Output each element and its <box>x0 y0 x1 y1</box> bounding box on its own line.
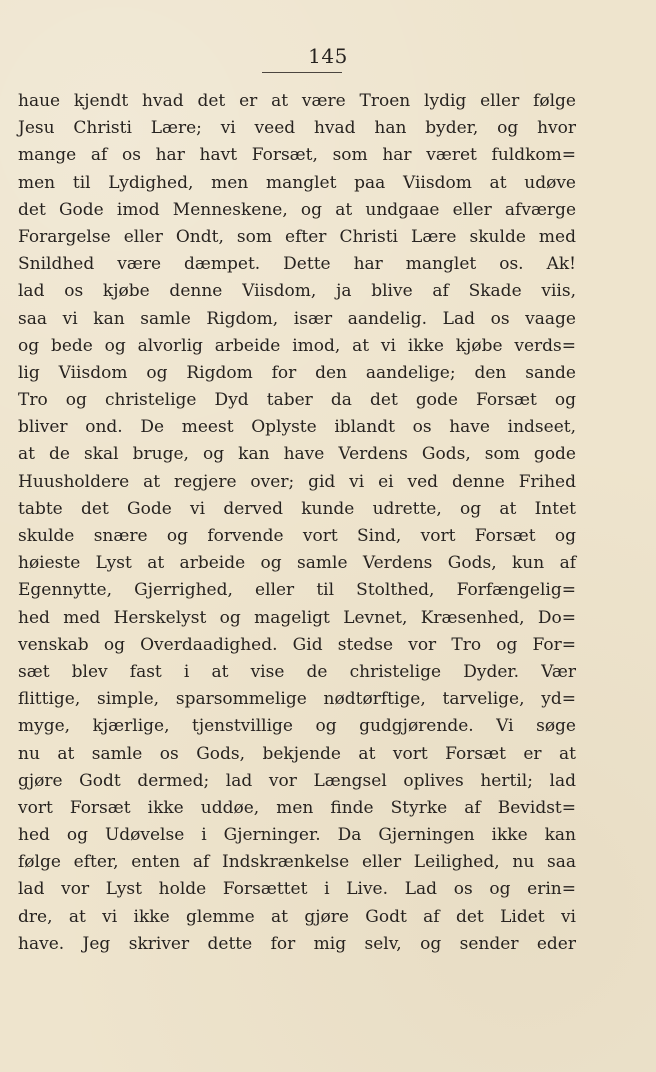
text-line: Forargelse eller Ondt, som efter Christi Lære skulde med <box>18 226 576 247</box>
text-line: venskab og Overdaadighed. Gid stedse vor Tro og For= <box>18 634 576 655</box>
text-line: lig Viisdom og Rigdom for den aandelige; den sande <box>18 362 576 383</box>
text-line: Snildhed være dæmpet. Dette har manglet os. Ak! <box>18 254 576 275</box>
text-line: hed og Udøvelse i Gjerninger. Da Gjerningen ikke kan <box>18 825 576 846</box>
body-text <box>18 88 576 958</box>
text-line: bliver ond. De meest Oplyste iblandt os have indseet, <box>18 417 576 438</box>
text-line: Egennytte, Gjerrighed, eller til Stolthed, Forfængelig= <box>18 580 576 601</box>
text-line: tabte det Gode vi derved kunde udrette, og at Intet <box>18 498 576 519</box>
text-line: myge, kjærlige, tjenstvillige og gudgjørende. Vi søge <box>18 716 576 737</box>
text-line: skulde snære og forvende vort Sind, vort Forsæt og <box>18 526 576 546</box>
text-line: høieste Lyst at arbeide og samle Verdens Gods, kun af <box>18 553 576 574</box>
text-line: flittige, simple, sparsommelige nødtørftige, tarvelige, yd= <box>18 689 576 710</box>
text-line: lad vor Lyst holde Forsættet i Live. Lad os og erin= <box>18 879 576 900</box>
text-line: mange af os har havt Forsæt, som har været fuldkom= <box>18 145 576 166</box>
text-line: at de skal bruge, og kan have Verdens Gods, som gode <box>18 444 576 465</box>
text-line: Huusholdere at regjere over; gid vi ei ved denne Frihed <box>18 471 576 492</box>
text-line: følge efter, enten af Indskrænkelse eller Leilighed, nu saa <box>18 852 576 873</box>
text-line: lad os kjøbe denne Viisdom, ja blive af Skade viis, <box>18 281 576 302</box>
text-line: nu at samle os Gods, bekjende at vort Forsæt er at <box>18 743 576 764</box>
text-line: saa vi kan samle Rigdom, især aandelig. Lad os vaage <box>18 308 576 329</box>
text-line: og bede og alvorlig arbeide imod, at vi ikke kjøbe verds= <box>18 335 576 356</box>
text-line: Jesu Christi Lære; vi veed hvad han byder, og hvor <box>18 118 576 139</box>
text-line: haue kjendt hvad det er at være Troen lydig eller følge <box>18 91 576 111</box>
text-line: have. Jeg skriver dette for mig selv, og sender eder <box>18 933 576 954</box>
text-line: det Gode imod Menneskene, og at undgaae eller afværge <box>18 199 576 220</box>
page-number: 145 <box>308 44 348 68</box>
text-line: gjøre Godt dermed; lad vor Længsel oplives hertil; lad <box>18 770 576 791</box>
page-number-rule <box>262 72 342 73</box>
text-line: dre, at vi ikke glemme at gjøre Godt af det Lidet vi <box>18 906 576 927</box>
text-line: hed med Herskelyst og mageligt Levnet, Kræsenhed, Do= <box>18 607 576 628</box>
text-line: sæt blev fast i at vise de christelige Dyder. Vær <box>18 661 576 682</box>
text-line: men til Lydighed, men manglet paa Viisdom at udøve <box>18 172 576 193</box>
text-line: vort Forsæt ikke uddøe, men finde Styrke af Bevidst= <box>18 797 576 818</box>
text-line: Tro og christelige Dyd taber da det gode Forsæt og <box>18 390 576 411</box>
